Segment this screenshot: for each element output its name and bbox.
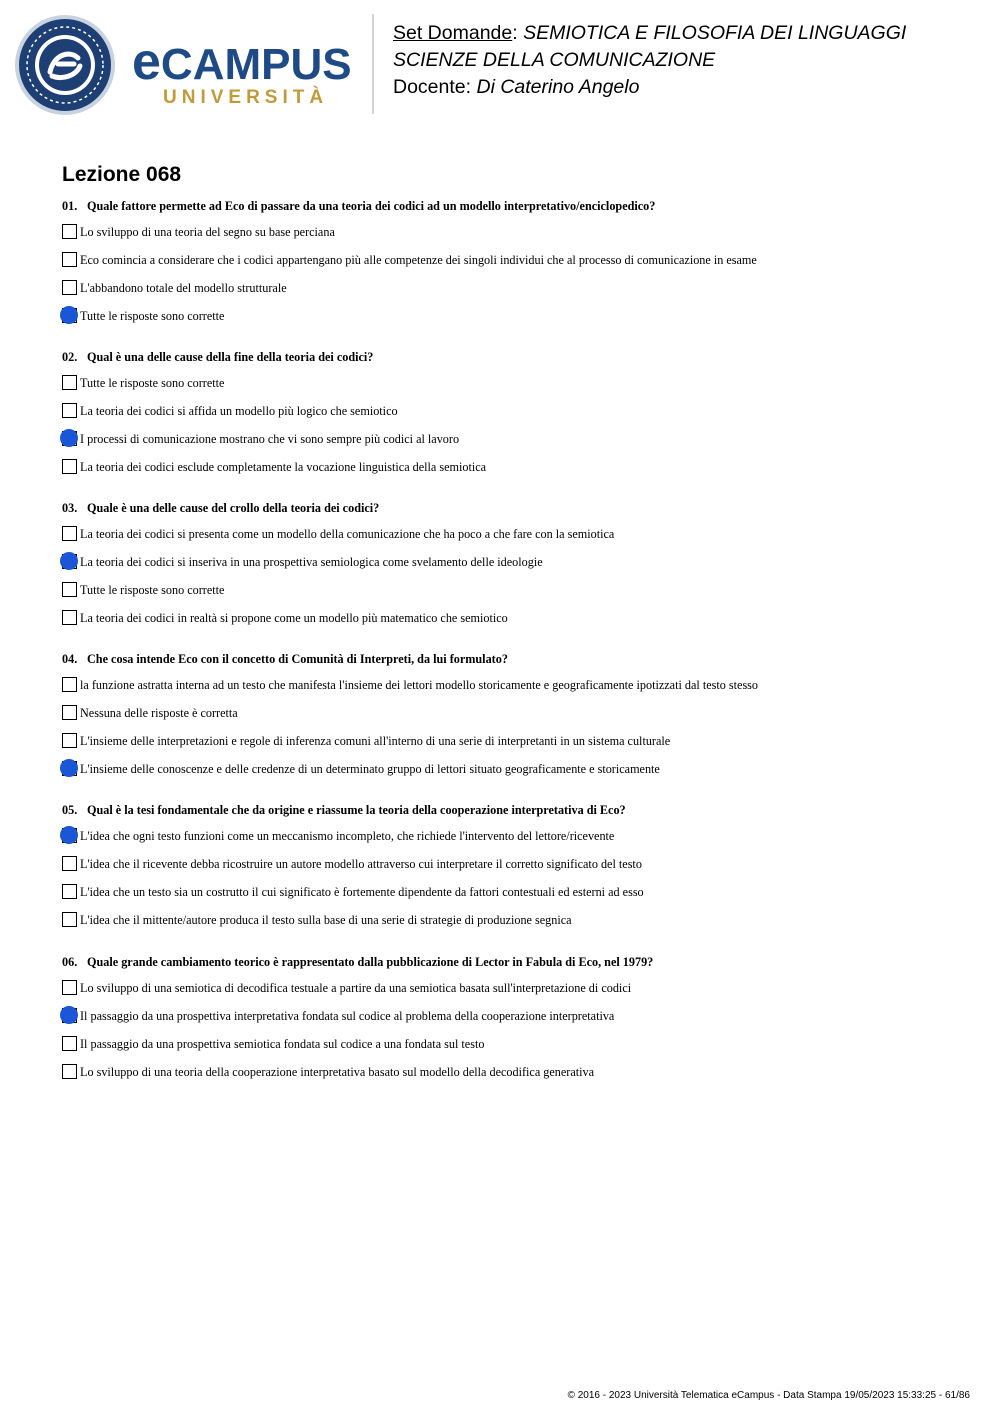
set-domande-separator: : xyxy=(512,22,518,44)
answer-checkbox[interactable] xyxy=(62,280,77,295)
answer-text: Il passaggio da una prospettiva semiotica fondata sul codice a una fondata sul testo xyxy=(80,1037,485,1051)
answer-checkbox[interactable] xyxy=(62,224,77,239)
answer-text: Tutte le risposte sono corrette xyxy=(80,583,225,597)
answer-checkbox[interactable] xyxy=(62,856,77,871)
question-number: 06. xyxy=(62,955,78,969)
answer-text: Nessuna delle risposte è corretta xyxy=(80,706,238,720)
answer-text: La teoria dei codici si presenta come un modello della comunicazione che ha poco a che fare con la semiotica xyxy=(80,527,615,541)
answer-checkbox[interactable] xyxy=(62,677,77,692)
answer-text: L'insieme delle interpretazioni e regole di inferenza comuni all'interno di una serie di interpretanti in un sistema culturale xyxy=(80,734,671,748)
answer-checkbox[interactable] xyxy=(62,403,77,418)
answer-text: La teoria dei codici esclude completamente la vocazione linguistica della semiotica xyxy=(80,460,487,474)
selected-answer-marker-icon xyxy=(60,759,78,777)
ecampus-wordmark: eCAMPUS xyxy=(132,33,352,91)
question-text: Qual è una delle cause della fine della teoria dei codici? xyxy=(87,350,374,364)
question-number: 04. xyxy=(62,652,78,666)
question-text: Quale fattore permette ad Eco di passare da una teoria dei codici ad un modello interpretativo/enciclopedico? xyxy=(87,199,656,213)
answer-text: Lo sviluppo di una teoria della cooperazione interpretativa basato sul modello della decodifica generativa xyxy=(80,1065,595,1079)
page-footer: © 2016 - 2023 Università Telematica eCampus - Data Stampa 19/05/2023 15:33:25 - 61/86 xyxy=(567,1390,970,1401)
answer-text: Lo sviluppo di una semiotica di decodifica testuale a partire da una semiotica basata sull'interpretazione di codici xyxy=(80,981,632,995)
set-domande-label: Set Domande xyxy=(393,22,513,44)
set-title: SEMIOTICA E FILOSOFIA DEI LINGUAGGI xyxy=(523,22,907,44)
universita-wordmark: UNIVERSITÀ xyxy=(163,87,329,108)
answer-text: L'insieme delle conoscenze e delle credenze di un determinato gruppo di lettori situato geograficamente e storicamente xyxy=(80,762,660,776)
question-5 xyxy=(62,802,626,818)
answer-text: La teoria dei codici in realtà si propone come un modello più matematico che semiotico xyxy=(80,611,508,625)
answer-text: La teoria dei codici si affida un modello più logico che semiotico xyxy=(80,404,398,418)
teacher-line xyxy=(393,74,639,101)
answer-checkbox[interactable] xyxy=(62,912,77,927)
answer-text: L'idea che un testo sia un costrutto il cui significato è fortemente dipendente da fattori contestuali ed esterni ad esso xyxy=(80,885,644,899)
answer-checkbox[interactable] xyxy=(62,1036,77,1051)
answer-text: Tutte le risposte sono corrette xyxy=(80,376,225,390)
answer-checkbox[interactable] xyxy=(62,705,77,720)
question-number: 02. xyxy=(62,350,78,364)
set-domande-line xyxy=(393,20,906,47)
course-line xyxy=(393,47,715,74)
answer-checkbox[interactable] xyxy=(62,980,77,995)
selected-answer-marker-icon xyxy=(60,1006,78,1024)
answer-text: Il passaggio da una prospettiva interpretativa fondata sul codice al problema della cooperazione interpretativa xyxy=(80,1009,615,1023)
answer-text: La teoria dei codici si inseriva in una prospettiva semiologica come svelamento delle ideologie xyxy=(80,555,543,569)
answer-text: L'idea che ogni testo funzioni come un meccanismo incompleto, che richiede l'intervento del lettore/ricevente xyxy=(80,829,615,843)
teacher-name: Di Caterino Angelo xyxy=(476,76,640,98)
answer-checkbox[interactable] xyxy=(62,610,77,625)
question-2 xyxy=(62,349,373,365)
question-number: 01. xyxy=(62,199,78,213)
selected-answer-marker-icon xyxy=(60,306,78,324)
answer-checkbox[interactable] xyxy=(62,1064,77,1079)
question-number: 05. xyxy=(62,803,78,817)
answer-checkbox[interactable] xyxy=(62,252,77,267)
answer-text: L'abbandono totale del modello strutturale xyxy=(80,281,287,295)
answer-checkbox[interactable] xyxy=(62,526,77,541)
page-header xyxy=(0,0,1000,130)
question-3 xyxy=(62,500,379,516)
selected-answer-marker-icon xyxy=(60,552,78,570)
answer-checkbox[interactable] xyxy=(62,375,77,390)
answer-text: Lo sviluppo di una teoria del segno su base perciana xyxy=(80,225,335,239)
teacher-label: Docente: xyxy=(393,76,472,98)
ecampus-seal-logo xyxy=(14,14,116,116)
question-text: Qual è la tesi fondamentale che da origine e riassume la teoria della cooperazione interpretativa di Eco? xyxy=(87,803,626,817)
answer-checkbox[interactable] xyxy=(62,884,77,899)
question-text: Quale grande cambiamento teorico è rappresentato dalla pubblicazione di Lector in Fabula di Eco, nel 1979? xyxy=(87,955,654,969)
answer-text: I processi di comunicazione mostrano che vi sono sempre più codici al lavoro xyxy=(80,432,460,446)
header-divider xyxy=(372,14,374,114)
question-1 xyxy=(62,198,655,214)
selected-answer-marker-icon xyxy=(60,429,78,447)
question-6 xyxy=(62,954,653,970)
question-text: Che cosa intende Eco con il concetto di Comunità di Interpreti, da lui formulato? xyxy=(87,652,508,666)
answer-text: L'idea che il mittente/autore produca il testo sulla base di una serie di strategie di produzione segnica xyxy=(80,913,572,927)
answer-text: Tutte le risposte sono corrette xyxy=(80,309,225,323)
selected-answer-marker-icon xyxy=(60,826,78,844)
answer-text: la funzione astratta interna ad un testo che manifesta l'insieme dei lettori modello storicamente e geograficamente ipotizzati dal testo stesso xyxy=(80,678,759,692)
course-name: SCIENZE DELLA COMUNICAZIONE xyxy=(393,49,716,71)
lesson-title: Lezione 068 xyxy=(62,163,182,186)
answer-checkbox[interactable] xyxy=(62,459,77,474)
question-number: 03. xyxy=(62,501,78,515)
answer-checkbox[interactable] xyxy=(62,733,77,748)
answer-checkbox[interactable] xyxy=(62,582,77,597)
answer-text: L'idea che il ricevente debba ricostruire un autore modello attraverso cui interpretare il corretto significato del testo xyxy=(80,857,642,871)
answer-text: Eco comincia a considerare che i codici appartengano più alle competenze dei singoli individui che al processo di comunicazione in esame xyxy=(80,253,757,267)
question-4 xyxy=(62,651,508,667)
question-text: Quale è una delle cause del crollo della teoria dei codici? xyxy=(87,501,380,515)
